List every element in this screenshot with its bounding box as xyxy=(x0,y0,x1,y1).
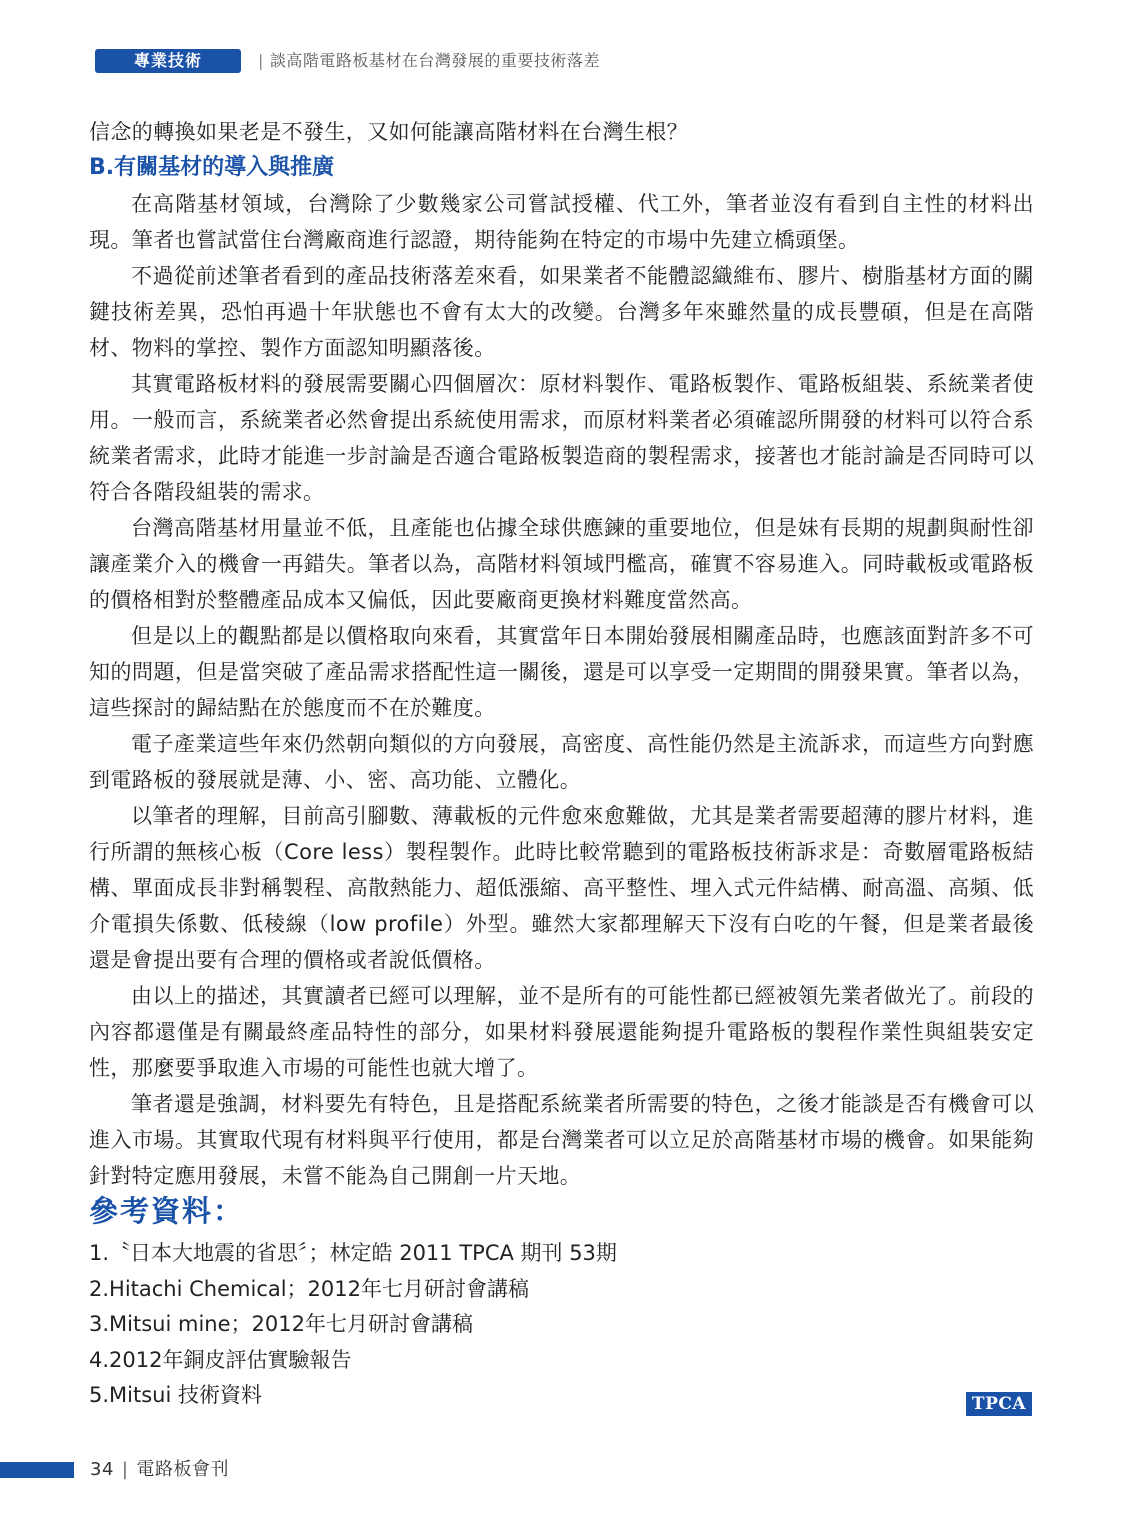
paragraph: 筆者還是強調，材料要先有特色，且是搭配系統業者所需要的特色，之後才能談是否有機會可以進入市場。其實取代現有材料與平行使用，都是台灣業者可以立足於高階基材市場的機會。如果能夠針對特定應用發展，未嘗不能為自己開創一片天地。 xyxy=(89,1092,1034,1188)
reference-item: 4.2012年銅皮評估實驗報告 xyxy=(89,1347,352,1372)
running-title xyxy=(258,50,600,72)
paragraph: 台灣高階基材用量並不低，且產能也佔據全球供應鍊的重要地位，但是妹有長期的規劃與耐性卻讓產業介入的機會一再錯失。筆者以為，高階材料領域門檻高，確實不容易進入。同時載板或電路板的價格相對於整體產品成本又偏低，因此要廠商更換材料難度當然高。 xyxy=(89,516,1034,612)
lead-paragraph: 信念的轉換如果老是不發生，又如何能讓高階材料在台灣生根？ xyxy=(89,120,689,144)
page-header xyxy=(0,0,1122,80)
paragraph: 電子產業這些年來仍然朝向類似的方向發展，高密度、高性能仍然是主流訴求，而這些方向對應到電路板的發展就是薄、小、密、高功能、立體化。 xyxy=(89,732,1034,792)
paragraph: 由以上的描述，其實讀者已經可以理解，並不是所有的可能性都已經被領先業者做光了。前段的內容都還僅是有關最終產品特性的部分，如果材料發展還能夠提升電路板的製程作業性與組裝安定性，那麼要爭取進入市場的可能性也就大增了。 xyxy=(89,984,1034,1080)
subheading: B.有關基材的導入與推廣 xyxy=(89,155,335,180)
footer-separator: | xyxy=(121,1459,129,1480)
references-section xyxy=(89,1190,1034,1414)
footer-accent-bar xyxy=(0,1462,74,1478)
tpca-logo: TPCA xyxy=(966,1392,1032,1416)
paragraph: 在高階基材領域，台灣除了少數幾家公司嘗試授權、代工外，筆者並沒有看到自主性的材料出現。筆者也嘗試當住台灣廠商進行認證，期待能夠在特定的市場中先建立橋頭堡。 xyxy=(89,192,1034,252)
paragraph: 其實電路板材料的發展需要關心四個層次：原材料製作、電路板製作、電路板組裝、系統業者使用。一般而言，系統業者必然會提出系統使用需求，而原材料業者必須確認所開發的材料可以符合系統業者需求，此時才能進一步討論是否適合電路板製造商的製程需求，接著也才能討論是否同時可以符合各階段組裝的需求。 xyxy=(89,372,1034,504)
reference-item: 5.Mitsui 技術資料 xyxy=(89,1383,262,1407)
reference-item: 3.Mitsui mine；2012年七月研討會講稿 xyxy=(89,1312,473,1336)
references-title: 參考資料： xyxy=(89,1194,245,1228)
section-tag: 專業技術 xyxy=(95,49,241,73)
reference-item: 1.〝日本大地震的省思〞；林定皓 2011 TPCA 期刊 53期 xyxy=(89,1241,617,1265)
header-separator: | xyxy=(258,51,264,70)
page-number: 34 xyxy=(90,1459,114,1480)
paragraph: 不過從前述筆者看到的產品技術落差來看，如果業者不能體認織維布、膠片、樹脂基材方面的關鍵技術差異，恐怕再過十年狀態也不會有太大的改變。台灣多年來雖然量的成長豐碩，但是在高階材、物料的掌控、製作方面認知明顯落後。 xyxy=(89,264,1034,360)
article-title: 談高階電路板基材在台灣發展的重要技術落差 xyxy=(269,51,600,70)
paragraph: 但是以上的觀點都是以價格取向來看，其實當年日本開始發展相關產品時，也應該面對許多不可知的問題，但是當突破了產品需求搭配性這一關後，還是可以享受一定期間的開發果實。筆者以為，這些探討的歸結點在於態度而不在於難度。 xyxy=(89,624,1034,720)
paragraph: 以筆者的理解，目前高引腳數、薄載板的元件愈來愈難做，尤其是業者需要超薄的膠片材料，進行所謂的無核心板（Core less）製程製作。此時比較常聽到的電路板技術訴求是：奇數層電路板結構、單面成長非對稱製程、高散熱能力、超低漲縮、高平整性、埋入式元件結構、耐高溫、高頻、低介電損失係數、低稜線（low profile）外型。雖然大家都理解天下沒有白吃的午餐，但是業者最後還是會提出要有合理的價格或者說低價格。 xyxy=(89,804,1034,972)
publication-name: 電路板會刊 xyxy=(136,1459,229,1480)
article-body xyxy=(89,114,1034,1194)
page-footer xyxy=(90,1458,229,1482)
reference-item: 2.Hitachi Chemical；2012年七月研討會講稿 xyxy=(89,1276,530,1301)
